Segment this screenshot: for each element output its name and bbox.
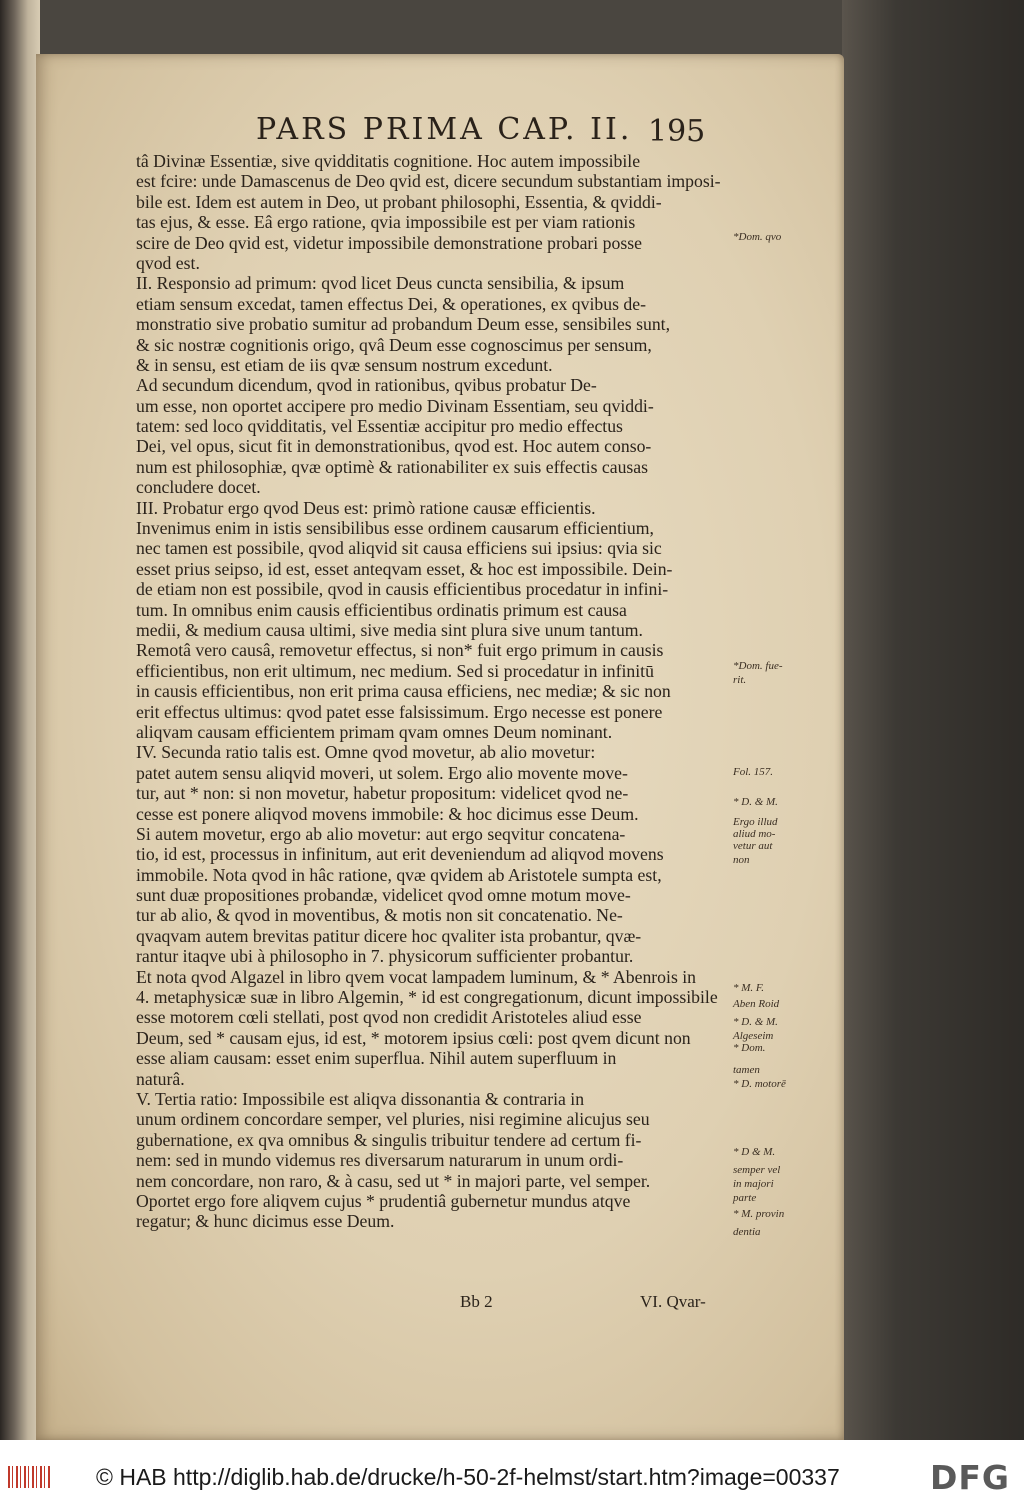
margin-note: parte: [733, 1192, 757, 1204]
text-line: tio, id est, processus in infinitum, aut erit deveniendum ad aliqvod movens: [136, 844, 664, 865]
body-text: [136, 151, 726, 1232]
margin-note: Fol. 157.: [733, 766, 774, 778]
text-line: immobile. Nota qvod in hâc ratione, qvæ qvidem ab Aristotele sumpta est,: [136, 864, 662, 885]
margin-note: Aben Roid: [733, 998, 780, 1010]
text-line: concludere docet.: [136, 477, 261, 498]
text-line: aliqvam causam efficientem primam qvam omnes Deum nominant.: [136, 721, 613, 742]
signature-mark: Bb 2: [460, 1292, 493, 1311]
text-line: qvaqvam autem brevitas patitur dicere hoc qvaliter ista probantur, qvæ-: [136, 925, 642, 946]
margin-note: * D & M.: [733, 1146, 776, 1158]
text-line: efficientibus, non erit ultimum, nec medium. Sed si procedatur in infinitū: [136, 660, 654, 681]
text-line: patet autem sensu aliqvid moveri, ut solem. Ergo alio movente move-: [136, 762, 628, 783]
text-line: regatur; & hunc dicimus esse Deum.: [136, 1211, 395, 1232]
text-line: rantur itaqve ubi à philosopho in 7. physicorum sufficienter probantur.: [136, 946, 634, 967]
text-line: est fcire: unde Damascenus de Deo qvid est, dicere secundum substantiam imposi-: [136, 171, 721, 192]
margin-note: in majori: [733, 1178, 774, 1190]
margin-note: semper vel: [733, 1164, 781, 1176]
text-line: nec tamen est possibile, qvod aliqvid sit causa efficiens sui ipsius: qvia sic: [136, 538, 662, 559]
text-line: qvod est.: [136, 252, 200, 273]
text-line: & sic nostræ cognitionis origo, qvâ Deum esse cognoscimus per sensum,: [136, 334, 652, 355]
margin-note: tamen: [733, 1064, 760, 1076]
margin-note: * M. provin: [733, 1208, 785, 1220]
copyright-link[interactable]: © HAB http://diglib.hab.de/drucke/h-50-2f-helmst/start.htm?image=00337: [96, 1464, 840, 1490]
text-line: num est philosophiæ, qvæ optimè & rationabiliter ex suis effectis causas: [136, 456, 649, 477]
margin-note: * D. motorē: [733, 1078, 786, 1090]
text-line: Oportet ergo fore aliqvem cujus * prudentiâ gubernetur mundus atqve: [136, 1190, 631, 1211]
text-line: esset prius seipso, id est, esset anteqvam esset, & hoc est impossibile. Dein-: [136, 558, 673, 579]
text-line: tur, aut * non: si non movetur, habetur propositum: videlicet qvod ne-: [136, 783, 629, 804]
margin-note: vetur aut: [733, 840, 773, 852]
page-header: [256, 112, 676, 156]
dfg-logo: DFG: [930, 1458, 1011, 1497]
text-line: in causis efficientibus, non erit prima causa efficiens, nec mediæ; & sic non: [136, 681, 671, 702]
text-line: scire de Deo qvid est, videtur impossibile demonstratione probari posse: [136, 232, 642, 253]
text-line: Si autem movetur, ergo ab alio movetur: aut ergo seqvitur concatena-: [136, 823, 626, 844]
text-line: Remotâ vero causâ, removetur effectus, si non* fuit ergo primum in causis: [136, 640, 664, 661]
running-head: PARS PRIMA CAP. II.: [256, 112, 633, 147]
text-line: tâ Divinæ Essentiæ, sive qvidditatis cognitione. Hoc autem impossibile: [136, 151, 641, 171]
text-line: tur ab alio, & qvod in moventibus, & motis non sit concatenatio. Ne-: [136, 905, 623, 926]
margin-note: * M. F.: [733, 982, 764, 994]
margin-note: * D. & M.: [733, 796, 778, 808]
text-line: Invenimus enim in istis sensibilibus esse ordinem causarum efficientium,: [136, 518, 654, 539]
text-line: tatem: sed loco qvidditatis, vel Essentiæ accipitur pro medio effectus: [136, 416, 623, 437]
text-line: IV. Secunda ratio talis est. Omne qvod movetur, ab alio movetur:: [136, 742, 596, 763]
text-line: monstratio sive probatio sumitur ad probandum Deum esse, sensibiles sunt,: [136, 314, 670, 335]
margin-note: * D. & M.: [733, 1016, 778, 1028]
margin-note: dentia: [733, 1226, 761, 1238]
text-line: medii, & medium causa ultimi, sive media sint plura sive unum tantum.: [136, 619, 643, 640]
text-line: bile est. Idem est autem in Deo, ut probant philosophi, Essentia, & qviddi-: [136, 191, 662, 212]
text-line: nem concordare, non raro, & à casu, sed ut * in majori parte, vel semper.: [136, 1170, 651, 1191]
text-line: V. Tertia ratio: Impossibile est aliqva dissonantia & contraria in: [136, 1088, 585, 1109]
text-line: de etiam non est possibile, qvod in causis efficientibus procedatur in infini-: [136, 579, 669, 600]
text-line: naturâ.: [136, 1068, 185, 1089]
text-line: gubernatione, ex qva omnibus & singulis tribuitur tendere ad certum fi-: [136, 1129, 642, 1150]
margin-note: aliud mo-: [733, 828, 776, 840]
text-line: cesse est ponere aliqvod movens immobile: & hoc dicimus esse Deum.: [136, 803, 639, 824]
text-line: erit effectus ultimus: qvod patet esse falsissimum. Ergo necesse est ponere: [136, 701, 663, 722]
text-line: esse aliam causam: esset enim superflua. Nihil autem superfluum in: [136, 1048, 617, 1069]
margin-note: Ergo illud: [733, 816, 778, 828]
page-number: 195: [648, 114, 706, 149]
barcode-icon: [8, 1466, 52, 1488]
text-line: nem: sed in mundo videmus res diversarum naturarum in unum ordi-: [136, 1150, 624, 1171]
facing-page-edge: [0, 0, 40, 1440]
margin-note: *Dom. fue-: [733, 660, 783, 672]
text-line: II. Responsio ad primum: qvod licet Deus cuncta sensibilia, & ipsum: [136, 273, 625, 294]
text-line: III. Probatur ergo qvod Deus est: primò ratione causæ efficientis.: [136, 497, 596, 518]
margin-note: non: [733, 854, 750, 866]
text-line: um esse, non oportet accipere pro medio Divinam Essentiam, seu qviddi-: [136, 395, 654, 416]
text-line: tum. In omnibus enim causis efficientibus ordinatis primum est causa: [136, 599, 627, 620]
book-page: [36, 54, 844, 1440]
text-line: Et nota qvod Algazel in libro qvem vocat lampadem luminum, & * Abenrois in: [136, 966, 697, 987]
text-line: unum ordinem concordare semper, vel pluries, nisi regimine alicujus seu: [136, 1109, 650, 1130]
text-line: & in sensu, est etiam de iis qvæ sensum nostrum excedunt.: [136, 354, 553, 375]
catchword: VI. Qvar-: [640, 1292, 706, 1311]
text-line: tas ejus, & esse. Eâ ergo ratione, qvia impossibile est per viam rationis: [136, 212, 636, 233]
text-line: sunt duæ propositiones probandæ, videlicet qvod omne motum move-: [136, 885, 631, 906]
margin-note: * Dom.: [733, 1042, 766, 1054]
margin-note: rit.: [733, 674, 747, 686]
text-line: Ad secundum dicendum, qvod in rationibus, qvibus probatur De-: [136, 375, 597, 396]
margin-note: *Dom. qvo: [733, 231, 782, 243]
margin-note: Algeseim: [733, 1030, 774, 1042]
text-line: 4. metaphysicæ suæ in libro Algemin, * id est congregationum, dicunt impossibile: [136, 987, 718, 1008]
text-line: Dei, vel opus, sicut fit in demonstrationibus, qvod est. Hoc autem conso-: [136, 436, 652, 457]
text-line: etiam sensum excedat, tamen effectus Dei, & operationes, ex qvibus de-: [136, 293, 646, 314]
text-line: Deum, sed * causam ejus, id est, * motorem ipsius cœli: post qvem dicunt non: [136, 1027, 691, 1048]
background-edge: [842, 0, 1024, 1440]
text-line: esse motorem cœli stellati, post qvod non credidit Aristoteles aliud esse: [136, 1007, 642, 1028]
